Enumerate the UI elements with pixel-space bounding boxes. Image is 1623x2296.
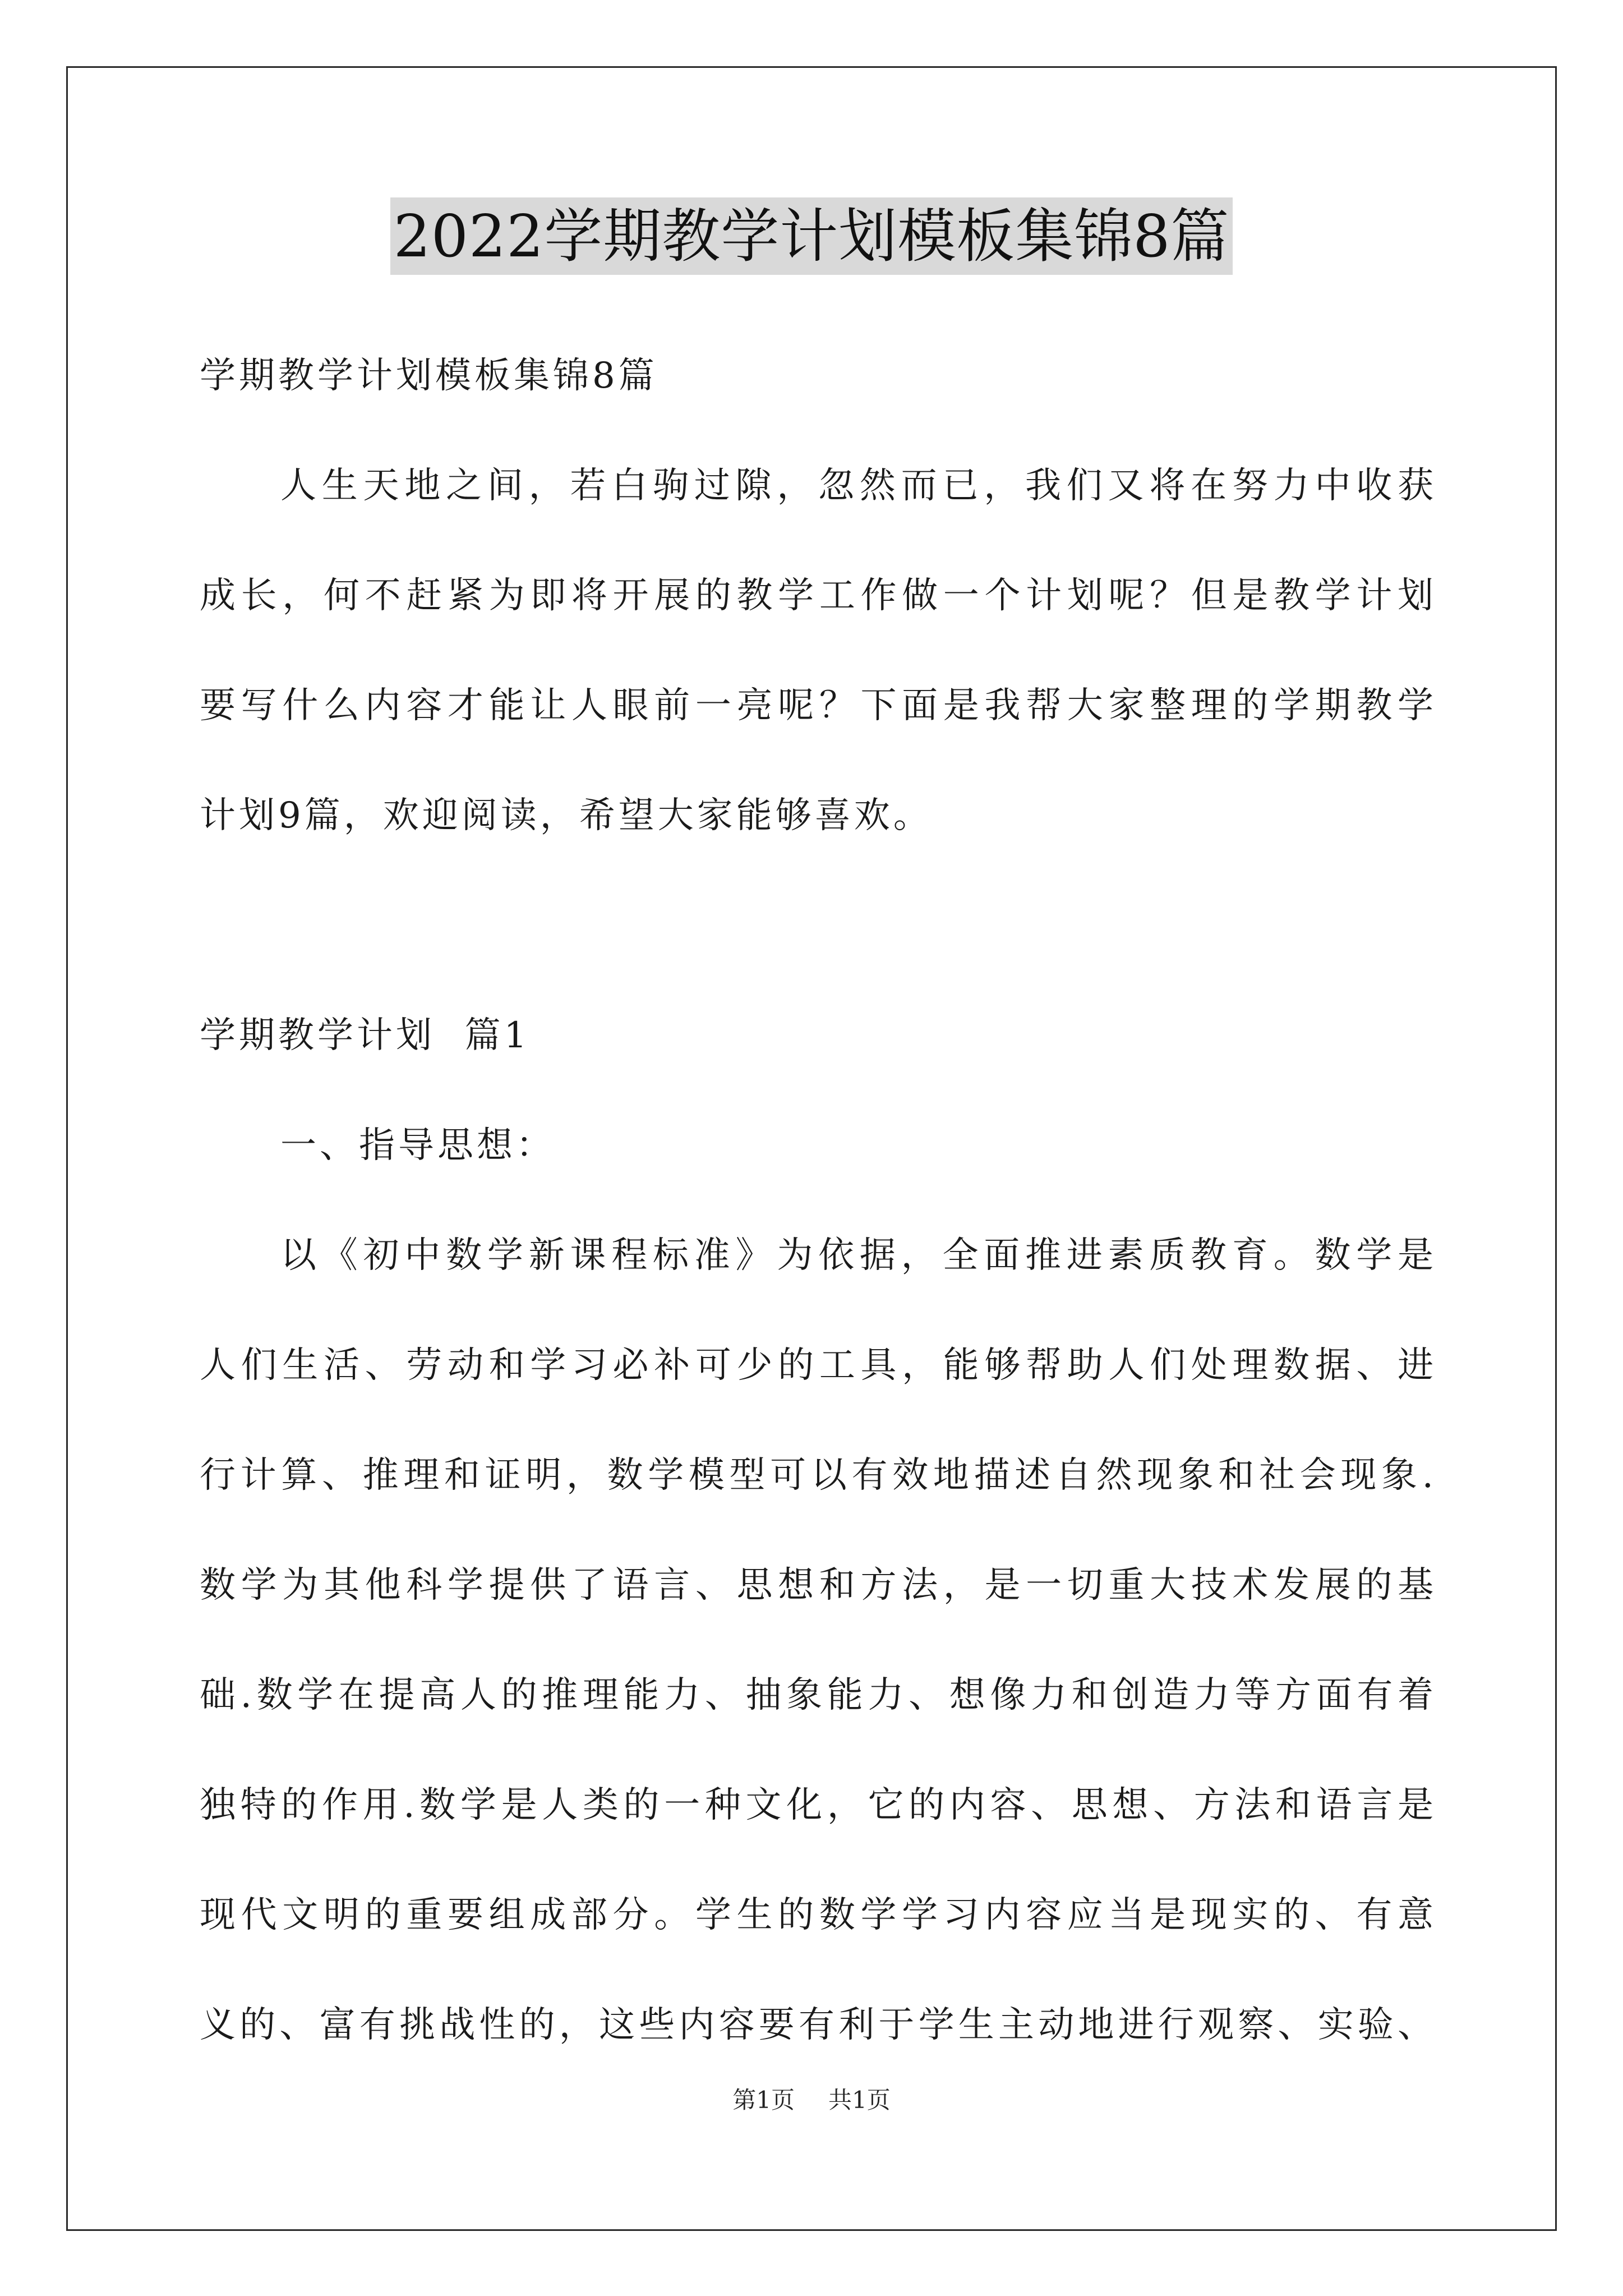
intro-line: 成长，何不赶紧为即将开展的教学工作做一个计划呢？但是教学计划 (200, 575, 1433, 616)
document-title: 2022学期教学计划模板集锦8篇 (390, 197, 1233, 275)
page-total: 共1页 (828, 2086, 891, 2114)
item-heading: 一、指导思想： (280, 1125, 555, 1166)
body-line: 行计算、推理和证明，数学模型可以有效地描述自然现象和社会现象. (200, 1455, 1433, 1496)
page-number: 第1页 (732, 2086, 795, 2114)
body-line: 义的、富有挑战性的，这些内容要有利于学生主动地进行观察、实验、 (200, 2004, 1433, 2046)
title-block (0, 197, 1623, 275)
intro-line: 计划9篇，欢迎阅读，希望大家能够喜欢。 (200, 795, 933, 836)
body-line: 现代文明的重要组成部分。学生的数学学习内容应当是现实的、有意 (200, 1894, 1433, 1936)
document-subtitle: 学期教学计划模板集锦8篇 (200, 355, 658, 397)
section-heading: 学期教学计划 篇1 (200, 1015, 531, 1056)
intro-line: 人生天地之间，若白驹过隙，忽然而已，我们又将在努力中收获 (280, 465, 1433, 507)
body-line: 独特的作用.数学是人类的一种文化，它的内容、思想、方法和语言是 (200, 1784, 1433, 1826)
page-footer (0, 2086, 1623, 2115)
intro-line: 要写什么内容才能让人眼前一亮呢？下面是我帮大家整理的学期教学 (200, 685, 1433, 726)
body-line: 人们生活、劳动和学习必补可少的工具，能够帮助人们处理数据、进 (200, 1345, 1433, 1386)
body-line: 以《初中数学新课程标准》为依据，全面推进素质教育。数学是 (280, 1235, 1433, 1276)
body-line: 础.数学在提高人的推理能力、抽象能力、想像力和创造力等方面有着 (200, 1674, 1433, 1716)
body-line: 数学为其他科学提供了语言、思想和方法，是一切重大技术发展的基 (200, 1565, 1433, 1606)
